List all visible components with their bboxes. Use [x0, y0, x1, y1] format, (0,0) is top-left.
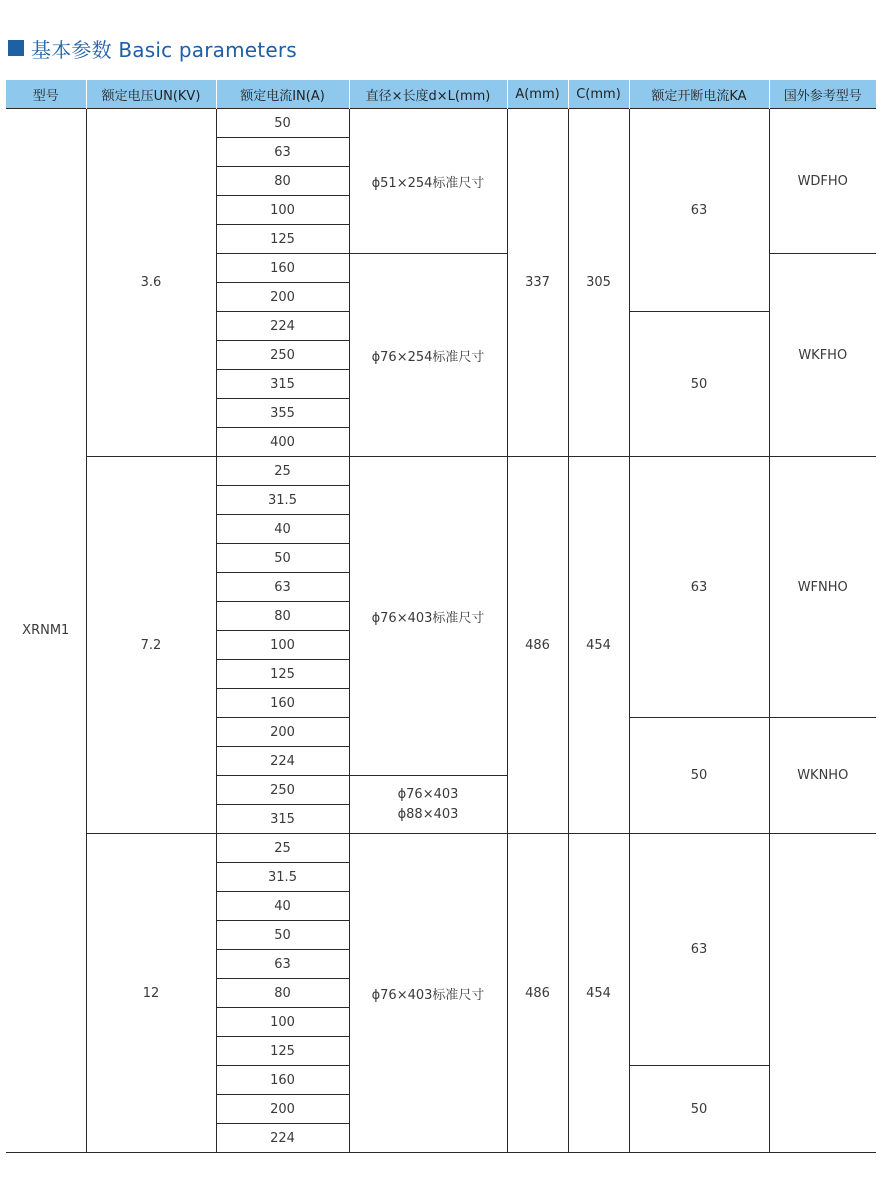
- current-cell: 50: [216, 921, 349, 950]
- current-cell: 160: [216, 689, 349, 718]
- current-cell: 224: [216, 312, 349, 341]
- current-cell: 250: [216, 776, 349, 805]
- current-cell: 63: [216, 138, 349, 167]
- basic-parameters-table: [6, 80, 876, 1153]
- foreign-ref-cell: WFNHO: [769, 457, 876, 718]
- current-cell: 25: [216, 457, 349, 486]
- header-cell: C(mm): [568, 80, 629, 109]
- current-cell: 160: [216, 254, 349, 283]
- header-cell: 额定开断电流KA: [629, 80, 769, 109]
- model-cell: XRNM1: [6, 109, 86, 1153]
- c-cell: 454: [568, 834, 629, 1153]
- current-cell: 200: [216, 283, 349, 312]
- current-cell: 224: [216, 747, 349, 776]
- current-cell: 125: [216, 660, 349, 689]
- header-row: [6, 80, 876, 109]
- a-cell: 337: [507, 109, 568, 457]
- current-cell: 80: [216, 979, 349, 1008]
- current-cell: 250: [216, 341, 349, 370]
- header-cell: 额定电流IN(A): [216, 80, 349, 109]
- current-cell: 355: [216, 399, 349, 428]
- current-cell: 40: [216, 892, 349, 921]
- current-cell: 63: [216, 950, 349, 979]
- current-cell: 50: [216, 544, 349, 573]
- header-cell: 型号: [6, 80, 86, 109]
- breaking-current-cell: 50: [629, 1066, 769, 1153]
- current-cell: 125: [216, 225, 349, 254]
- current-cell: 200: [216, 1095, 349, 1124]
- foreign-ref-cell: WDFHO: [769, 109, 876, 254]
- dimension-cell: ϕ51×254标准尺寸: [349, 109, 507, 254]
- current-cell: 25: [216, 834, 349, 863]
- current-cell: 100: [216, 196, 349, 225]
- dimension-cell: ϕ76×254标准尺寸: [349, 254, 507, 457]
- current-cell: 80: [216, 602, 349, 631]
- header-cell: 直径×长度d×L(mm): [349, 80, 507, 109]
- foreign-ref-cell: [769, 834, 876, 1153]
- current-cell: 315: [216, 805, 349, 834]
- current-cell: 160: [216, 1066, 349, 1095]
- header-cell: 国外参考型号: [769, 80, 876, 109]
- section-title-text: 基本参数 Basic parameters: [31, 37, 297, 62]
- dimension-cell: ϕ76×403标准尺寸: [349, 457, 507, 776]
- table-row: [6, 109, 876, 138]
- current-cell: 80: [216, 167, 349, 196]
- a-cell: 486: [507, 834, 568, 1153]
- breaking-current-cell: 63: [629, 109, 769, 312]
- foreign-ref-cell: WKNHO: [769, 718, 876, 834]
- current-cell: 40: [216, 515, 349, 544]
- table-row: [6, 457, 876, 486]
- breaking-current-cell: 63: [629, 457, 769, 718]
- header-cell: 额定电压UN(KV): [86, 80, 216, 109]
- current-cell: 125: [216, 1037, 349, 1066]
- current-cell: 400: [216, 428, 349, 457]
- square-bullet-icon: [8, 40, 24, 56]
- dimension-line: ϕ76×403: [397, 786, 459, 802]
- voltage-cell: 7.2: [86, 457, 216, 834]
- current-cell: 224: [216, 1124, 349, 1153]
- current-cell: 100: [216, 1008, 349, 1037]
- c-cell: 305: [568, 109, 629, 457]
- voltage-cell: 3.6: [86, 109, 216, 457]
- section-title: [8, 35, 297, 61]
- c-cell: 454: [568, 457, 629, 834]
- foreign-ref-cell: WKFHO: [769, 254, 876, 457]
- current-cell: 31.5: [216, 486, 349, 515]
- current-cell: 50: [216, 109, 349, 138]
- dimension-cell: [349, 776, 507, 834]
- dimension-line: ϕ88×403: [397, 806, 459, 822]
- a-cell: 486: [507, 457, 568, 834]
- breaking-current-cell: 63: [629, 834, 769, 1066]
- voltage-cell: 12: [86, 834, 216, 1153]
- current-cell: 63: [216, 573, 349, 602]
- breaking-current-cell: 50: [629, 312, 769, 457]
- current-cell: 315: [216, 370, 349, 399]
- current-cell: 100: [216, 631, 349, 660]
- header-cell: A(mm): [507, 80, 568, 109]
- breaking-current-cell: 50: [629, 718, 769, 834]
- current-cell: 200: [216, 718, 349, 747]
- current-cell: 31.5: [216, 863, 349, 892]
- dimension-cell: ϕ76×403标准尺寸: [349, 834, 507, 1153]
- table-row: [6, 834, 876, 863]
